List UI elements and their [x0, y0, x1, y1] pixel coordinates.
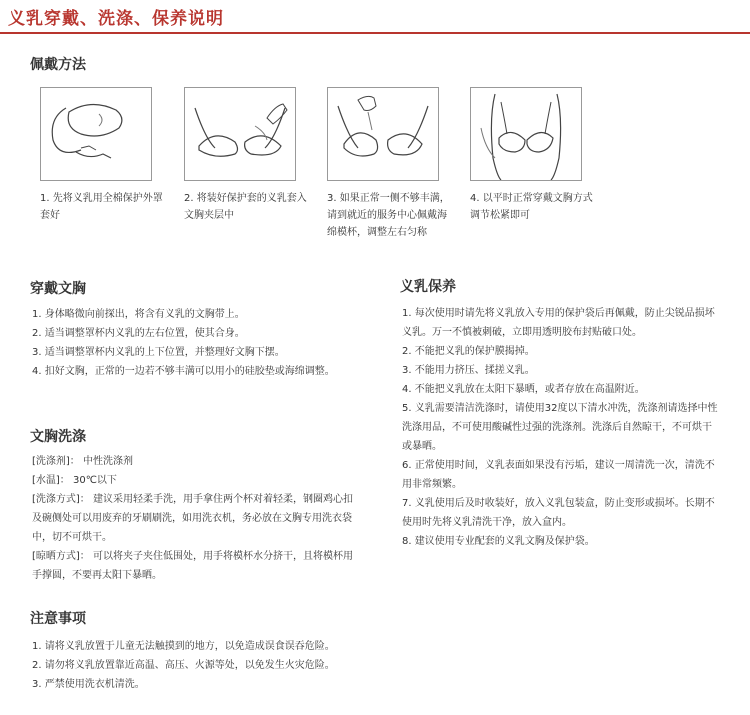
list-item: 2. 请勿将义乳放置靠近高温、高压、火源等处，以免发生火灾危险。 — [32, 660, 335, 671]
list-item: 4. 不能把义乳放在太阳下暴晒，或者存放在高温附近。 — [402, 384, 645, 395]
page-title: 义乳穿戴、洗涤、保养说明 — [8, 9, 224, 29]
list-item: 3. 不能用力挤压、揉搓义乳。 — [402, 365, 535, 376]
prosthesis-in-cover-illustration-icon — [40, 87, 152, 181]
list-item: 3. 严禁使用洗衣机清洗。 — [32, 679, 145, 690]
bra-washing-title: 文胸洗涤 — [30, 429, 86, 445]
list-item: 2. 不能把义乳的保护膜揭掉。 — [402, 346, 535, 357]
header-rule — [0, 32, 750, 34]
washing-method: [洗涤方式]： 建议采用轻柔手洗，用手拿住两个杯对着轻柔，钢圈鸡心扣及碗侧处可以用废弃的牙刷刷洗，如用洗衣机，务必放在文胸专用洗衣袋中，切不可烘干。 — [32, 494, 353, 543]
step-4 — [470, 87, 595, 224]
wearing-bra-title: 穿戴文胸 — [30, 281, 86, 297]
list-item: 4. 扣好文胸，正常的一边若不够丰满可以用小的硅胶垫或海绵调整。 — [32, 366, 335, 377]
prosthesis-care-title: 义乳保养 — [400, 279, 456, 295]
step-1 — [40, 87, 165, 224]
step-2-caption: 2. 将装好保护套的义乳套入文胸夹层中 — [184, 193, 307, 221]
list-item: 5. 义乳需要清洁洗涤时，请使用32度以下清水冲洗，洗涤剂请选择中性洗涤用品，不可使用酸碱性过强的洗涤剂。洗涤后自然晾干，不可烘干或暴晒。 — [402, 403, 718, 452]
wear-method-title: 佩戴方法 — [30, 57, 86, 73]
washing-water-temp: [水温]： 30℃以下 — [32, 475, 117, 486]
list-item: 6. 正常使用时间，义乳表面如果没有污垢，建议一周清洗一次，清洗不用非常频繁。 — [402, 460, 715, 490]
step-1-caption: 1. 先将义乳用全棉保护外罩套好 — [40, 193, 163, 221]
prosthesis-care-list — [402, 304, 718, 551]
wear-steps — [40, 87, 740, 257]
list-item: 8. 建议使用专业配套的义乳文胸及保护袋。 — [402, 536, 595, 547]
washing-detergent: [洗涤剂]： 中性洗涤剂 — [32, 456, 133, 467]
list-item: 1. 每次使用时请先将义乳放入专用的保护袋后再佩戴，防止尖锐品损坏义乳。万一不慎被刺破，立即用透明胶布封贴破口处。 — [402, 308, 715, 338]
drying-method: [晾晒方式]： 可以将夹子夹住低围处，用手将模杯水分挤干，且将模杯用手撑圆，不要再太阳下暴晒。 — [32, 551, 353, 581]
wearing-bra-illustration-icon — [470, 87, 582, 181]
notes-title: 注意事项 — [30, 611, 86, 627]
step-2 — [184, 87, 309, 224]
adjust-cup-illustration-icon — [327, 87, 439, 181]
list-item: 1. 身体略微向前探出，将含有义乳的文胸带上。 — [32, 309, 245, 320]
step-3 — [327, 87, 452, 241]
notes-list — [32, 637, 392, 694]
list-item: 7. 义乳使用后及时收装好，放入义乳包装盒，防止变形或损坏。长期不使用时先将义乳清洗干净，放入盒内。 — [402, 498, 715, 528]
step-4-caption: 4. 以平时正常穿戴文胸方式调节松紧即可 — [470, 193, 593, 221]
wearing-bra-list — [32, 305, 362, 381]
list-item: 2. 适当调整罩杯内义乳的左右位置，使其合身。 — [32, 328, 245, 339]
page-header — [0, 0, 750, 34]
insert-into-bra-illustration-icon — [184, 87, 296, 181]
step-3-caption: 3. 如果正常一侧不够丰满，请到就近的服务中心佩戴海绵模杯，调整左右匀称 — [327, 193, 450, 238]
list-item: 3. 适当调整罩杯内义乳的上下位置，并整理好文胸下摆。 — [32, 347, 285, 358]
list-item: 1. 请将义乳放置于儿童无法触摸到的地方，以免造成误食误吞危险。 — [32, 641, 335, 652]
bra-washing-content — [32, 452, 362, 585]
